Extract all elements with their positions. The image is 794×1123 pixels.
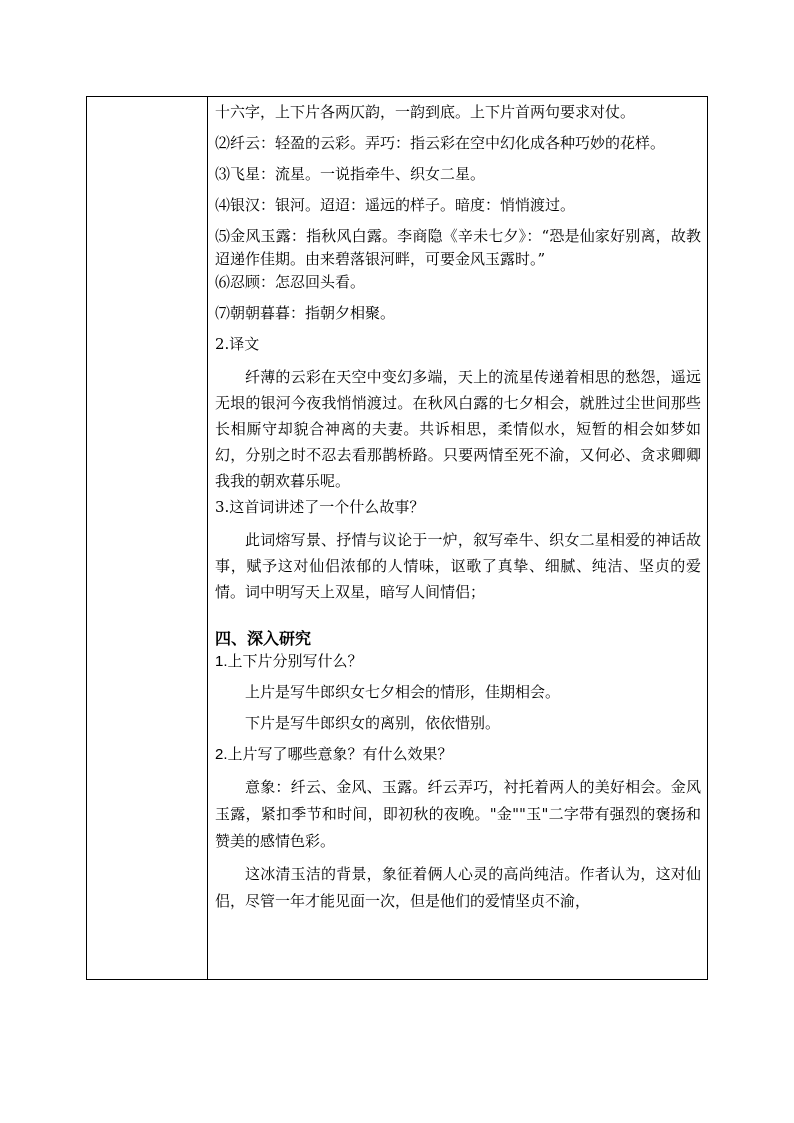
story-answer: 此词熔写景、抒情与议论于一炉，叙写牵牛、织女二星相爱的神话故事，赋予这对仙侣浓郁的人情味，讴歌了真挚、细腻、纯洁、坚贞的爱情。词中明写天上双星，暗写人间情侣； bbox=[215, 531, 701, 601]
note-2: ⑵纤云：轻盈的云彩。弄巧：指云彩在空中幻化成各种巧妙的花样。 bbox=[215, 134, 666, 152]
notes-intro: 十六字，上下片各两仄韵，一韵到底。上下片首两句要求对仗。 bbox=[215, 103, 636, 121]
research-q1: 1.上下片分别写什么？ bbox=[215, 653, 363, 670]
note-7: ⑺朝朝暮暮：指朝夕相聚。 bbox=[215, 304, 396, 322]
note-3: ⑶飞星：流星。一说指牵牛、织女二星。 bbox=[215, 165, 486, 183]
translation-heading: 2.译文 bbox=[215, 335, 260, 353]
research-q2: 2.上片写了哪些意象？有什么效果？ bbox=[215, 746, 453, 763]
research-a2-p1: 意象：纤云、金风、玉露。纤云弄巧，衬托着两人的美好相会。金风玉露，紧扣季节和时间，即初秋的夜晚。"金""玉"二字带有强烈的褒扬和赞美的感情色彩。 bbox=[215, 778, 701, 850]
note-6: ⑹忍顾：怎忍回头看。 bbox=[215, 273, 366, 291]
research-a1-line2: 下片是写牛郎织女的离别，依依惜别。 bbox=[245, 714, 501, 732]
column-divider bbox=[207, 97, 208, 979]
research-a2-p2: 这冰清玉洁的背景，象征着俩人心灵的高尚纯洁。作者认为，这对仙侣，尽管一年才能见面一次，但是他们的爱情坚贞不渝， bbox=[215, 865, 701, 910]
translation-text: 纤薄的云彩在天空中变幻多端，天上的流星传递着相思的愁怨，遥远无垠的银河今夜我悄悄渡过。在秋风白露的七夕相会，就胜过尘世间那些长相厮守却貌合神离的夫妻。共诉相思，柔情似水，短暂的相会如梦如幻，分别之时不忍去看那鹊桥路。只要两情至死不渝，又何必、贪求卿卿我我的朝欢暮乐呢。 bbox=[215, 368, 701, 490]
research-a1-line1: 上片是写牛郎织女七夕相会的情形，佳期相会。 bbox=[245, 683, 561, 701]
note-5: ⑸金风玉露：指秋风白露。李商隐《辛未七夕》：“恐是仙家好别离，故教迢递作佳期。由来碧落银河畔，可要金风玉露时。” bbox=[215, 227, 701, 268]
section-gap bbox=[215, 605, 701, 627]
research-heading: 四、深入研究 bbox=[215, 629, 312, 648]
note-4: ⑷银汉：银河。迢迢：遥远的样子。暗度：悄悄渡过。 bbox=[215, 196, 576, 214]
lesson-table bbox=[86, 96, 708, 980]
content-cell bbox=[215, 101, 701, 979]
story-question: 3.这首词讲述了一个什么故事？ bbox=[215, 498, 425, 516]
